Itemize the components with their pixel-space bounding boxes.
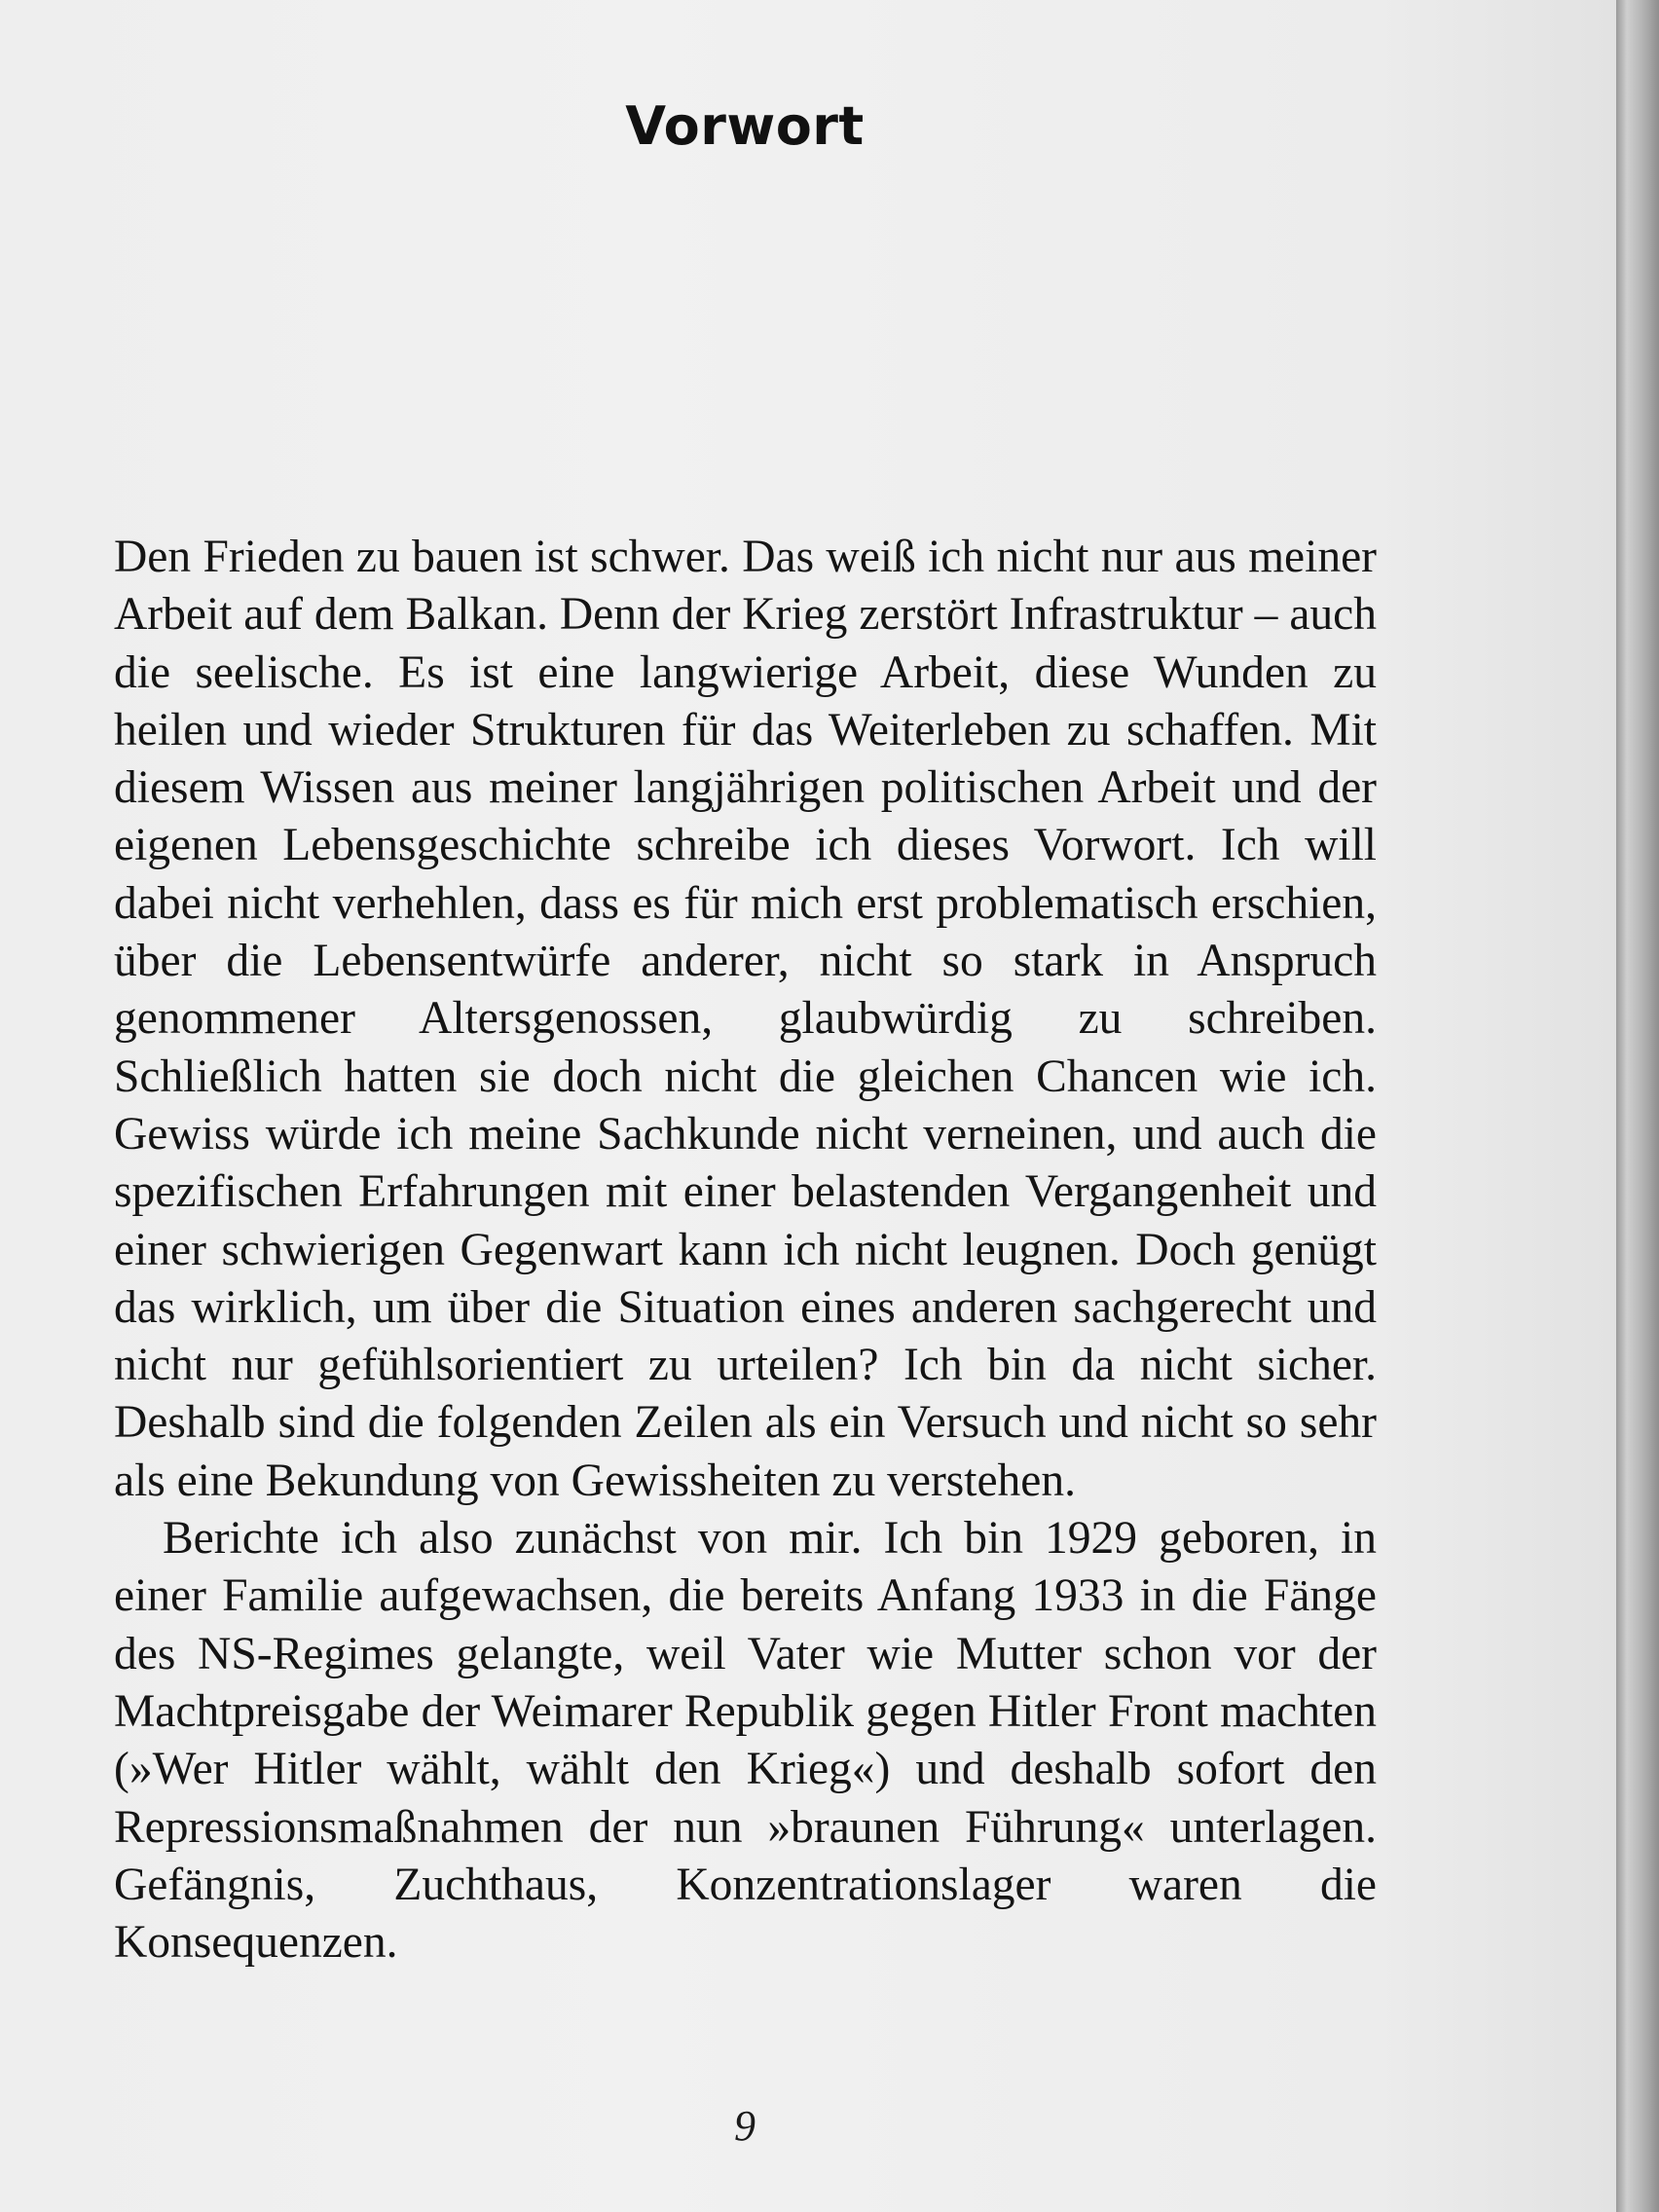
paragraph: Den Frieden zu bauen ist schwer. Das weiß ich nicht nur aus meiner Arbeit auf dem Balkan. Denn der Krieg zerstört Infrastruktur – auch die seelische. Es ist eine langwierige Arbeit, diese Wunden zu heilen und wieder Strukturen für das Weiterleben zu schaffen. Mit diesem Wissen aus meiner langjährigen politischen Arbeit und der eigenen Lebensgeschichte schreibe ich dieses Vorwort. Ich will dabei nicht verhehlen, dass es für mich erst problematisch erschien, über die Lebensentwürfe anderer, nicht so stark in Anspruch genommener Altersgenossen, glaubwürdig zu schreiben. Schließlich hatten sie doch nicht die gleichen Chancen wie ich. Gewiss würde ich meine Sachkunde nicht verneinen, und auch die spezifischen Erfahrungen mit einer belastenden Vergangenheit und einer schwierigen Gegenwart kann ich nicht leugnen. Doch genügt das wirklich, um über die Situation eines anderen sachgerecht und nicht nur gefühlsorientiert zu urteilen? Ich bin da nicht sicher. Deshalb sind die folgenden Zeilen als ein Versuch und nicht so sehr als eine Bekundung von Gewissheiten zu verstehen. [114, 532, 1377, 1506]
chapter-title: Vorwort [625, 95, 865, 158]
page-number: 9 [734, 2102, 756, 2150]
page-edge [1616, 0, 1659, 2212]
body-text [114, 529, 1377, 1972]
paragraph: Berichte ich also zunächst von mir. Ich bin 1929 geboren, in einer Familie aufgewachsen, die bereits Anfang 1933 in die Fänge des NS-Regimes gelangte, weil Vater wie Mutter schon vor der Machtpreisgabe der Weimarer Republik gegen Hitler Front machten (»Wer Hitler wählt, wählt den Krieg«) und deshalb sofort den Repressionsmaßnahmen der nun »braunen Führung« unterlagen. Gefängnis, Zuchthaus, Konzentrationslager waren die Konsequenzen. [114, 1513, 1377, 1969]
